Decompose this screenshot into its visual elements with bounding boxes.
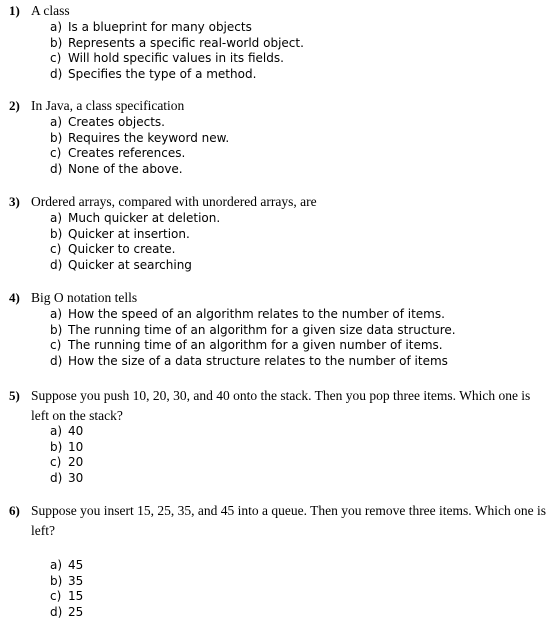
option-text: Creates objects. bbox=[68, 115, 165, 129]
option-a bbox=[50, 20, 304, 36]
option-text: 35 bbox=[68, 573, 84, 588]
option-text: How the speed of an algorithm relates to the number of items. bbox=[68, 307, 445, 321]
option-letter: d) bbox=[50, 66, 63, 81]
question-text: Suppose you insert 15, 25, 35, and 45 into a queue. Then you remove three items. Which one is left? bbox=[31, 503, 547, 538]
option-letter: c) bbox=[50, 589, 62, 604]
option-c bbox=[50, 51, 304, 67]
option-text: 20 bbox=[68, 455, 84, 470]
option-letter: b) bbox=[50, 573, 63, 588]
option-list bbox=[50, 20, 304, 82]
option-list bbox=[50, 424, 83, 486]
option-letter: a) bbox=[50, 115, 63, 129]
option-letter: b) bbox=[50, 439, 63, 454]
option-list bbox=[50, 115, 229, 177]
option-text: Will hold specific values in its fields. bbox=[68, 51, 284, 66]
option-d bbox=[50, 471, 83, 487]
option-letter: a) bbox=[50, 558, 63, 572]
option-text: 30 bbox=[68, 470, 84, 485]
option-text: How the size of a data structure relates to the number of items bbox=[68, 353, 448, 368]
question-number: 1) bbox=[9, 3, 20, 18]
option-text: Specifies the type of a method. bbox=[68, 66, 257, 81]
option-c bbox=[50, 589, 83, 605]
option-text: 40 bbox=[68, 424, 84, 438]
option-list bbox=[50, 307, 456, 369]
option-text: Requires the keyword new. bbox=[68, 130, 230, 145]
question-text: Ordered arrays, compared with unordered arrays, are bbox=[31, 194, 317, 209]
question-number: 6) bbox=[9, 503, 20, 518]
option-b bbox=[50, 227, 220, 243]
question-text: In Java, a class specification bbox=[31, 98, 185, 113]
option-d bbox=[50, 258, 220, 274]
option-d bbox=[50, 354, 456, 370]
option-a bbox=[50, 211, 220, 227]
option-text: 10 bbox=[68, 439, 84, 454]
question-number: 4) bbox=[9, 290, 20, 305]
option-text: None of the above. bbox=[68, 161, 183, 176]
option-d bbox=[50, 67, 304, 83]
option-text: 15 bbox=[68, 589, 84, 604]
option-d bbox=[50, 162, 229, 178]
option-letter: a) bbox=[50, 211, 63, 225]
option-text: 25 bbox=[68, 604, 84, 619]
option-letter: c) bbox=[50, 455, 62, 470]
option-text: Quicker to create. bbox=[68, 242, 176, 257]
option-letter: d) bbox=[50, 161, 63, 176]
option-letter: a) bbox=[50, 307, 63, 321]
option-letter: a) bbox=[50, 424, 63, 438]
option-a bbox=[50, 307, 456, 323]
option-b bbox=[50, 323, 456, 339]
option-text: Quicker at insertion. bbox=[68, 226, 190, 241]
option-letter: b) bbox=[50, 322, 63, 337]
option-a bbox=[50, 558, 83, 574]
option-a bbox=[50, 115, 229, 131]
option-list bbox=[50, 211, 220, 273]
option-letter: c) bbox=[50, 51, 62, 66]
option-text: Represents a specific real-world object. bbox=[68, 35, 304, 50]
option-text: The running time of an algorithm for a given number of items. bbox=[68, 338, 443, 353]
question-number: 3) bbox=[9, 194, 20, 209]
question-text: Suppose you push 10, 20, 30, and 40 onto the stack. Then you pop three items. Which one is left on the stack? bbox=[31, 388, 531, 423]
option-letter: c) bbox=[50, 146, 62, 161]
option-text: 45 bbox=[68, 558, 84, 572]
option-text: Is a blueprint for many objects bbox=[68, 20, 252, 34]
option-letter: d) bbox=[50, 353, 63, 368]
option-letter: c) bbox=[50, 242, 62, 257]
option-b bbox=[50, 574, 83, 590]
option-text: The running time of an algorithm for a given size data structure. bbox=[68, 322, 456, 337]
option-letter: b) bbox=[50, 130, 63, 145]
option-text: Much quicker at deletion. bbox=[68, 211, 221, 225]
option-letter: d) bbox=[50, 470, 63, 485]
option-a bbox=[50, 424, 83, 440]
option-letter: a) bbox=[50, 20, 63, 34]
question-text: Big O notation tells bbox=[31, 290, 138, 305]
option-text: Creates references. bbox=[68, 146, 186, 161]
question-number: 2) bbox=[9, 98, 20, 113]
option-b bbox=[50, 131, 229, 147]
option-letter: d) bbox=[50, 257, 63, 272]
option-text: Quicker at searching bbox=[68, 257, 192, 272]
option-c bbox=[50, 242, 220, 258]
option-letter: d) bbox=[50, 604, 63, 619]
option-c bbox=[50, 455, 83, 471]
option-letter: b) bbox=[50, 35, 63, 50]
option-b bbox=[50, 36, 304, 52]
option-letter: c) bbox=[50, 338, 62, 353]
option-c bbox=[50, 146, 229, 162]
question-number: 5) bbox=[9, 388, 20, 403]
option-c bbox=[50, 338, 456, 354]
option-list bbox=[50, 558, 83, 620]
option-d bbox=[50, 605, 83, 620]
question-text: A class bbox=[31, 3, 70, 18]
option-letter: b) bbox=[50, 226, 63, 241]
option-b bbox=[50, 440, 83, 456]
